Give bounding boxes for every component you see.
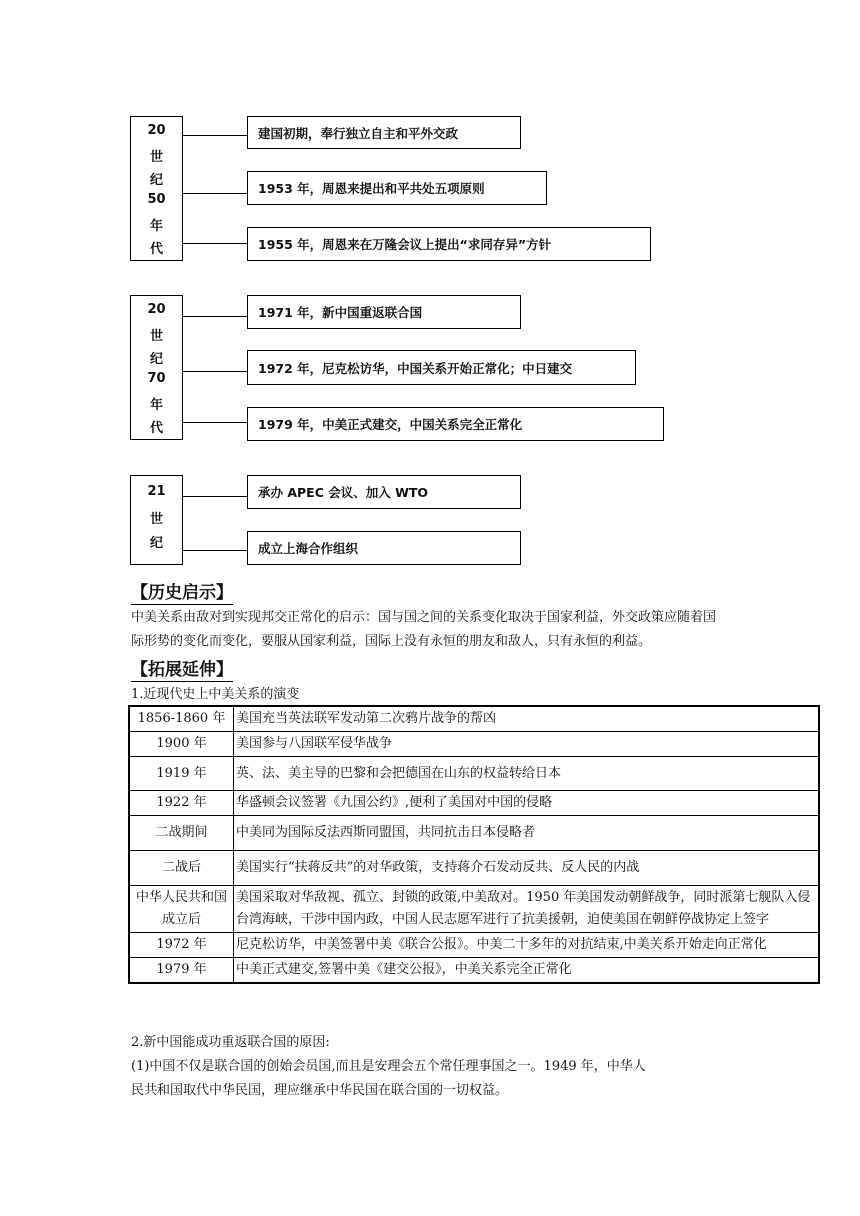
history-text-line: 际形势的变化而变化，要服从国家利益，国际上没有永恒的朋友和敌人，只有永恒的利益。 bbox=[131, 634, 652, 649]
table-row bbox=[129, 791, 819, 816]
extend-subtitle: 2.新中国能成功重返联合国的原因: bbox=[131, 1035, 330, 1050]
year-cell: 1856-1860 年 bbox=[129, 706, 234, 732]
table-row bbox=[129, 933, 819, 958]
relations-table bbox=[128, 705, 820, 984]
table-row bbox=[129, 732, 819, 757]
desc-cell: 美国采取对华敌视、孤立、封锁的政策,中美敌对。1950 年美国发动朝鲜战争，同时派第七舰队入侵台湾海峡，干涉中国内政，中国人民志愿军进行了抗美援朝，迫使美国在朝鲜停战协定上签字 bbox=[234, 886, 820, 933]
desc-cell: 华盛顿会议签署《九国公约》,便利了美国对中国的侵略 bbox=[234, 791, 820, 816]
year-cell: 1900 年 bbox=[129, 732, 234, 757]
era-char: 纪 bbox=[149, 173, 163, 188]
era-box-1950s bbox=[130, 116, 183, 261]
year-cell: 二战期间 bbox=[129, 816, 234, 851]
connector-line bbox=[183, 550, 248, 551]
desc-cell: 尼克松访华，中美签署中美《联合公报》。中美二十多年的对抗结束,中美关系开始走向正常化 bbox=[234, 933, 820, 958]
connector-line bbox=[183, 371, 248, 372]
history-text-line: 中美关系由敌对到实现邦交正常化的启示：国与国之间的关系变化取决于国家利益，外交政策应随着国 bbox=[131, 610, 717, 625]
table-row bbox=[129, 886, 819, 933]
year-cell: 1922 年 bbox=[129, 791, 234, 816]
era-box-21st-century bbox=[130, 475, 183, 565]
connector-line bbox=[183, 243, 248, 244]
event-box: 1972 年，尼克松访华，中国关系开始正常化；中日建交 bbox=[247, 350, 636, 385]
era-char: 21 bbox=[147, 484, 166, 499]
table-row bbox=[129, 958, 819, 984]
history-heading bbox=[131, 578, 233, 603]
era-box-1970s bbox=[130, 295, 183, 440]
connector-line bbox=[183, 193, 248, 194]
year-cell: 1979 年 bbox=[129, 958, 234, 984]
history-heading-text: 【历史启示】 bbox=[131, 583, 233, 603]
table-row bbox=[129, 851, 819, 886]
era-char: 纪 bbox=[149, 536, 163, 551]
year-cell: 1919 年 bbox=[129, 757, 234, 791]
era-char: 世 bbox=[149, 512, 163, 527]
connector-line bbox=[183, 496, 248, 497]
extend-text-line: 民共和国取代中华民国，理应继承中华民国在联合国的一切权益。 bbox=[131, 1083, 509, 1098]
era-char: 代 bbox=[149, 242, 163, 257]
era-char: 年 bbox=[149, 398, 163, 413]
desc-cell: 中美正式建交,签署中美《建交公报》，中美关系完全正常化 bbox=[234, 958, 820, 984]
year-cell: 1972 年 bbox=[129, 933, 234, 958]
extend-heading-text: 【拓展延伸】 bbox=[131, 660, 233, 680]
desc-cell: 英、法、美主导的巴黎和会把德国在山东的权益转给日本 bbox=[234, 757, 820, 791]
extend-text-line: (1)中国不仅是联合国的创始会员国,而且是安理会五个常任理事国之一。1949 年，中华人 bbox=[131, 1059, 646, 1074]
year-cell: 二战后 bbox=[129, 851, 234, 886]
era-char: 70 bbox=[147, 371, 166, 386]
era-char: 年 bbox=[149, 219, 163, 234]
connector-line bbox=[183, 135, 248, 136]
desc-cell: 美国参与八国联军侵华战争 bbox=[234, 732, 820, 757]
event-box: 承办 APEC 会议、加入 WTO bbox=[247, 475, 521, 509]
table-row bbox=[129, 816, 819, 851]
year-cell: 中华人民共和国成立后 bbox=[129, 886, 234, 933]
era-char: 世 bbox=[149, 329, 163, 344]
era-char: 纪 bbox=[149, 352, 163, 367]
event-box: 1979 年，中美正式建交，中国关系完全正常化 bbox=[247, 407, 664, 441]
event-box: 1955 年，周恩来在万隆会议上提出“求同存异”方针 bbox=[247, 227, 651, 261]
connector-line bbox=[183, 422, 248, 423]
era-char: 世 bbox=[149, 150, 163, 165]
era-char: 20 bbox=[147, 302, 166, 317]
event-box: 1971 年，新中国重返联合国 bbox=[247, 295, 521, 329]
table-row bbox=[129, 706, 819, 732]
event-box: 建国初期，奉行独立自主和平外交政 bbox=[247, 116, 521, 149]
event-box: 成立上海合作组织 bbox=[247, 531, 521, 565]
table-row bbox=[129, 757, 819, 791]
extend-subtitle: 1.近现代史上中美关系的演变 bbox=[131, 687, 300, 702]
event-box: 1953 年，周恩来提出和平共处五项原则 bbox=[247, 171, 547, 205]
desc-cell: 美国充当英法联军发动第二次鸦片战争的帮凶 bbox=[234, 706, 820, 732]
extend-heading bbox=[131, 655, 233, 680]
connector-line bbox=[183, 316, 248, 317]
desc-cell: 中美同为国际反法西斯同盟国，共同抗击日本侵略者 bbox=[234, 816, 820, 851]
desc-cell: 美国实行“扶蒋反共”的对华政策，支持蒋介石发动反共、反人民的内战 bbox=[234, 851, 820, 886]
era-char: 20 bbox=[147, 123, 166, 138]
era-char: 代 bbox=[149, 421, 163, 436]
era-char: 50 bbox=[147, 192, 166, 207]
